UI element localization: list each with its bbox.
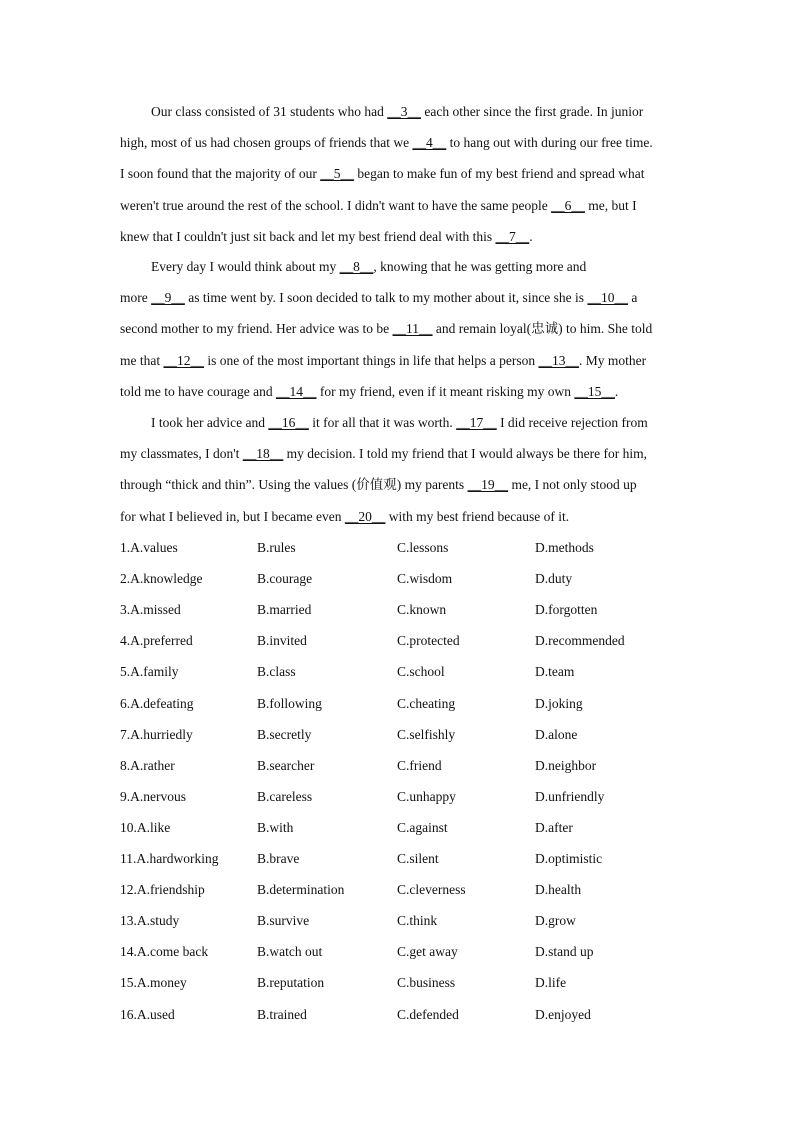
passage-text: Our class consisted of 31 students who had <box>151 104 388 119</box>
passage-text: my decision. I told my friend that I would always be there for him, <box>283 446 647 462</box>
option-choice: 12.A.friendship <box>120 882 205 898</box>
passage-text: me, I not only stood up <box>508 477 637 493</box>
passage-text: for my friend, even if it meant risking my own <box>316 383 575 399</box>
answer-blank: __18__ <box>242 446 284 462</box>
option-choice: B.trained <box>257 1006 307 1022</box>
option-choice: D.unfriendly <box>535 788 605 804</box>
option-row <box>120 849 680 869</box>
answer-blank: __5__ <box>320 166 354 182</box>
option-choice: D.stand up <box>535 944 594 960</box>
answer-blank: __20__ <box>344 508 386 524</box>
option-choice: C.silent <box>397 851 439 866</box>
passage-line <box>120 507 569 527</box>
answer-blank: __4__ <box>412 135 447 151</box>
option-choice: D.health <box>535 882 582 898</box>
option-row <box>120 1005 680 1025</box>
option-choice: B.watch out <box>257 944 323 960</box>
option-choice: C.unhappy <box>397 788 456 804</box>
option-choice: B.brave <box>257 851 300 866</box>
passage-line <box>120 133 653 153</box>
passage-text: me that <box>120 352 164 368</box>
option-choice: 2.A.knowledge <box>120 571 203 587</box>
option-choice: 14.A.come back <box>120 944 209 960</box>
passage-text: a <box>627 290 638 306</box>
answer-blank: __12__ <box>163 352 204 368</box>
option-choice: 13.A.study <box>120 913 180 929</box>
passage-text: second mother to my friend. Her advice was to be <box>120 321 393 337</box>
option-choice: 8.A.rather <box>120 757 175 773</box>
answer-blank: __14__ <box>275 383 317 399</box>
option-choice: 9.A.nervous <box>120 788 186 804</box>
option-choice: C.think <box>397 913 438 929</box>
option-choice: D.after <box>535 819 573 835</box>
option-choice: 7.A.hurriedly <box>120 726 193 742</box>
option-choice: 1.A.values <box>120 540 178 555</box>
passage-line <box>151 102 643 122</box>
option-row <box>120 662 680 682</box>
passage-line <box>120 164 645 184</box>
option-choice: D.recommended <box>535 633 625 649</box>
passage-text: my classmates, I don't <box>120 446 243 462</box>
option-choice: D.enjoyed <box>535 1006 591 1022</box>
answer-blank: __10__ <box>587 290 628 306</box>
option-choice: B.courage <box>257 571 313 587</box>
passage-line <box>120 444 647 464</box>
passage-text: me, but I <box>584 197 637 213</box>
option-row <box>120 911 680 931</box>
answer-blank: __8__ <box>339 259 374 274</box>
option-choice: 3.A.missed <box>120 602 181 618</box>
answer-blank: __3__ <box>387 104 421 119</box>
passage-text: to hang out with during our free time. <box>446 135 653 151</box>
passage-text: with my best friend because of it. <box>385 508 570 524</box>
option-choice: D.optimistic <box>535 851 603 866</box>
passage-text: . <box>614 383 619 399</box>
passage-text: I soon found that the majority of our <box>120 166 321 182</box>
option-row <box>120 569 680 589</box>
option-row <box>120 880 680 900</box>
answer-blank: __17__ <box>456 415 497 430</box>
option-choice: 4.A.preferred <box>120 633 193 649</box>
passage-line <box>151 257 586 277</box>
option-choice: 10.A.like <box>120 819 171 835</box>
option-choice: B.careless <box>257 788 313 804</box>
passage-line <box>120 196 637 216</box>
passage-text: . My mother <box>578 352 647 368</box>
option-row <box>120 694 680 714</box>
answer-blank: __19__ <box>467 477 509 493</box>
option-choice: C.against <box>397 819 448 835</box>
answer-blank: __6__ <box>551 197 585 213</box>
answer-blank: __16__ <box>268 415 309 430</box>
passage-text: through “thick and thin”. Using the values (价值观) my parents <box>120 477 468 493</box>
option-row <box>120 600 680 620</box>
option-choice: B.secretly <box>257 726 312 742</box>
passage-text: Every day I would think about my <box>151 259 340 274</box>
passage-text: told me to have courage and <box>120 383 276 399</box>
option-choice: C.business <box>397 975 456 991</box>
answer-blank: __15__ <box>574 383 615 399</box>
passage-text: . <box>529 228 533 244</box>
option-choice: 5.A.family <box>120 664 179 680</box>
passage-line <box>120 382 618 402</box>
option-choice: D.joking <box>535 695 583 711</box>
option-row <box>120 942 680 962</box>
passage-line <box>120 351 646 371</box>
answer-blank: __9__ <box>151 290 185 306</box>
option-choice: D.alone <box>535 726 578 742</box>
option-choice: B.searcher <box>257 757 315 773</box>
option-choice: D.neighbor <box>535 757 597 773</box>
option-choice: 11.A.hardworking <box>120 851 219 866</box>
passage-text: for what I believed in, but I became even <box>120 508 345 524</box>
passage-text: is one of the most important things in life that helps a person <box>204 352 539 368</box>
option-choice: D.forgotten <box>535 602 598 618</box>
option-choice: B.invited <box>257 633 307 649</box>
passage-text: as time went by. I soon decided to talk to my mother about it, since she is <box>184 290 588 306</box>
passage-text: more <box>120 290 152 306</box>
passage-text: knew that I couldn't just sit back and let my best friend deal with this <box>120 228 496 244</box>
option-choice: D.team <box>535 664 575 680</box>
passage-text: I did receive rejection from <box>496 415 648 430</box>
option-choice: C.protected <box>397 633 460 649</box>
option-choice: C.cleverness <box>397 882 466 898</box>
option-choice: B.rules <box>257 540 296 555</box>
option-choice: C.selfishly <box>397 726 456 742</box>
passage-text: each other since the first grade. In junior <box>420 104 644 119</box>
option-choice: D.grow <box>535 913 576 929</box>
option-choice: B.with <box>257 819 294 835</box>
option-row <box>120 756 680 776</box>
passage-text: high, most of us had chosen groups of friends that we <box>120 135 413 151</box>
passage-text: , knowing that he was getting more and <box>373 259 587 274</box>
passage-line <box>120 227 533 247</box>
answer-blank: __13__ <box>538 352 579 368</box>
passage-line <box>120 475 637 495</box>
passage-line <box>120 288 637 308</box>
option-row <box>120 725 680 745</box>
option-choice: C.known <box>397 602 447 618</box>
passage-text: began to make fun of my best friend and spread what <box>353 166 645 182</box>
option-row <box>120 787 680 807</box>
option-choice: D.life <box>535 975 567 991</box>
option-choice: D.methods <box>535 540 594 555</box>
passage-line <box>120 319 652 339</box>
passage-text: weren't true around the rest of the school. I didn't want to have the same people <box>120 197 552 213</box>
option-choice: B.reputation <box>257 975 325 991</box>
option-choice: B.survive <box>257 913 310 929</box>
option-choice: 16.A.used <box>120 1006 175 1022</box>
option-row <box>120 631 680 651</box>
option-choice: B.following <box>257 695 322 711</box>
option-choice: C.cheating <box>397 695 456 711</box>
option-choice: B.married <box>257 602 312 618</box>
option-choice: C.wisdom <box>397 571 453 587</box>
option-choice: C.lessons <box>397 540 449 555</box>
option-row <box>120 818 680 838</box>
option-choice: C.school <box>397 664 445 680</box>
option-choice: C.get away <box>397 944 458 960</box>
option-choice: C.defended <box>397 1006 459 1022</box>
answer-blank: __11__ <box>392 321 433 337</box>
passage-text: it for all that it was worth. <box>308 415 457 430</box>
option-row <box>120 973 680 993</box>
passage-text: I took her advice and <box>151 415 269 430</box>
option-choice: 6.A.defeating <box>120 695 194 711</box>
passage-line <box>151 413 648 433</box>
option-choice: B.class <box>257 664 296 680</box>
option-choice: D.duty <box>535 571 573 587</box>
passage-text: and remain loyal(忠诚) to him. She told <box>432 321 653 337</box>
option-choice: C.friend <box>397 757 442 773</box>
option-choice: B.determination <box>257 882 345 898</box>
option-choice: 15.A.money <box>120 975 187 991</box>
option-row <box>120 538 680 558</box>
answer-blank: __7__ <box>495 228 530 244</box>
